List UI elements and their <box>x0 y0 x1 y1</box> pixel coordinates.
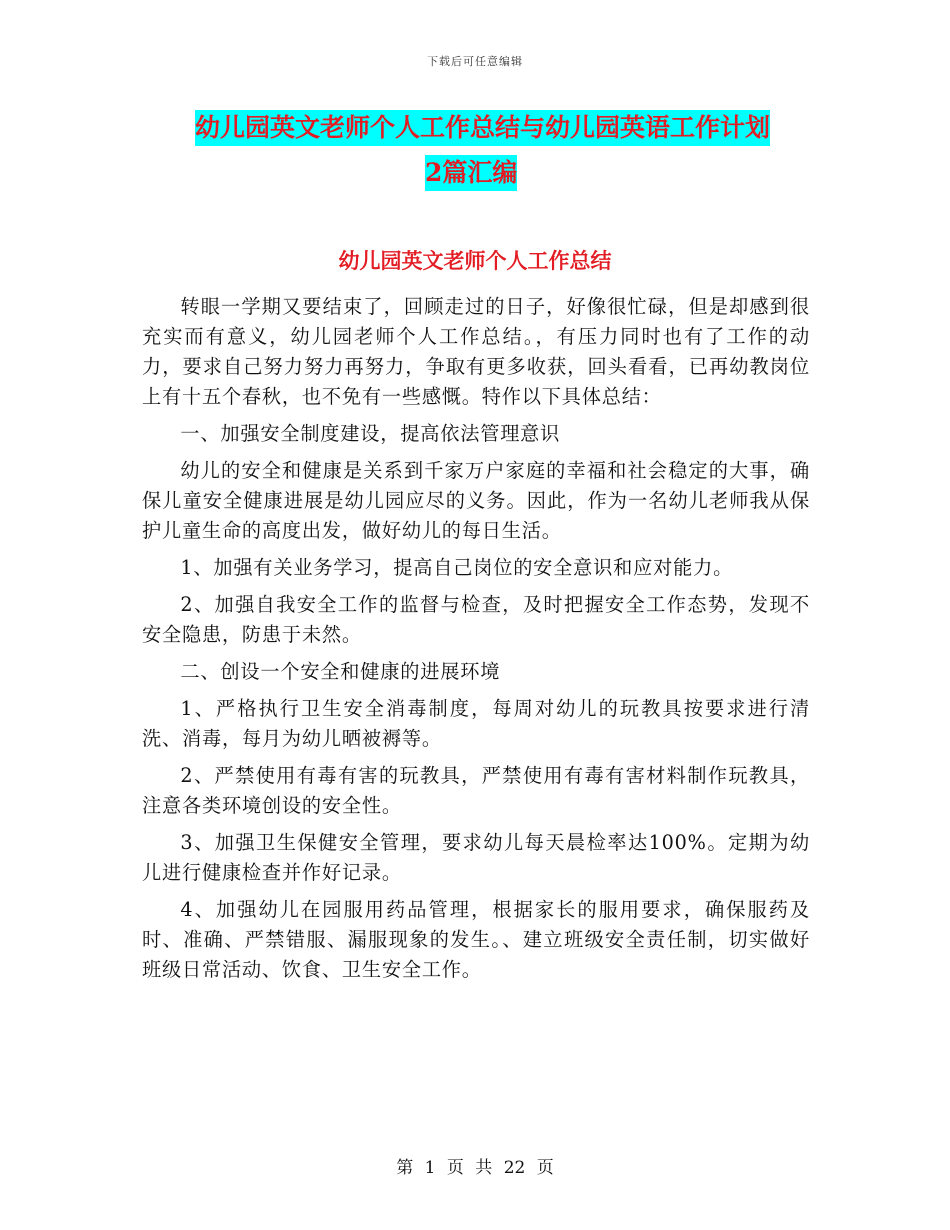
page-number: 第 1 页 共 22 页 <box>396 1158 554 1178</box>
paragraph-item-2-4: 4、加强幼儿在园服用药品管理，根据家长的服用要求，确保服药及时、准确、严禁错服、漏服现象的发生。、建立班级安全责任制，切实做好班级日常活动、饮食、卫生安全工作。 <box>142 898 810 981</box>
body-content <box>142 292 810 992</box>
header-note: 下载后可任意编辑 <box>427 55 523 68</box>
title-line-2: 2篇汇编 <box>425 155 517 191</box>
paragraph-item-2-2: 2、严禁使用有毒有害的玩教具，严禁使用有毒有害材料制作玩教具，注意各类环境创设的安全性。 <box>142 764 810 817</box>
paragraph-item-2-3: 3、加强卫生保健安全管理，要求幼儿每天晨检率达100%。定期为幼儿进行健康检查并作好记录。 <box>142 831 810 884</box>
title-line-1: 幼儿园英文老师个人工作总结与幼儿园英语工作计划 <box>195 110 770 146</box>
paragraph-safety: 幼儿的安全和健康是关系到千家万户家庭的幸福和社会稳定的大事，确保儿童安全健康进展是幼儿园应尽的义务。因此，作为一名幼儿老师我从保护儿童生命的高度出发，做好幼儿的每日生活。 <box>142 459 810 542</box>
paragraph-item-1-1: 1、加强有关业务学习，提高自己岗位的安全意识和应对能力。 <box>180 556 734 579</box>
paragraph-item-1-2: 2、加强自我安全工作的监督与检查，及时把握安全工作态势，发现不安全隐患，防患于未然。 <box>142 593 810 646</box>
paragraph-heading-1: 一、加强安全制度建设，提高依法管理意识 <box>180 422 561 445</box>
paragraph-heading-2: 二、创设一个安全和健康的进展环境 <box>180 660 501 683</box>
paragraph-item-2-1: 1、严格执行卫生安全消毒制度，每周对幼儿的玩教具按要求进行清洗、消毒，每月为幼儿晒被褥等。 <box>142 697 810 750</box>
paragraph-intro: 转眼一学期又要结束了，回顾走过的日子，好像很忙碌，但是却感到很充实而有意义，幼儿园老师个人工作总结。，有压力同时也有了工作的动力，要求自己努力努力再努力，争取有更多收获，回头看看，已再幼教岗位上有十五个春秋，也不免有一些感慨。特作以下具体总结： <box>142 295 810 408</box>
section-heading: 幼儿园英文老师个人工作总结 <box>338 248 612 273</box>
